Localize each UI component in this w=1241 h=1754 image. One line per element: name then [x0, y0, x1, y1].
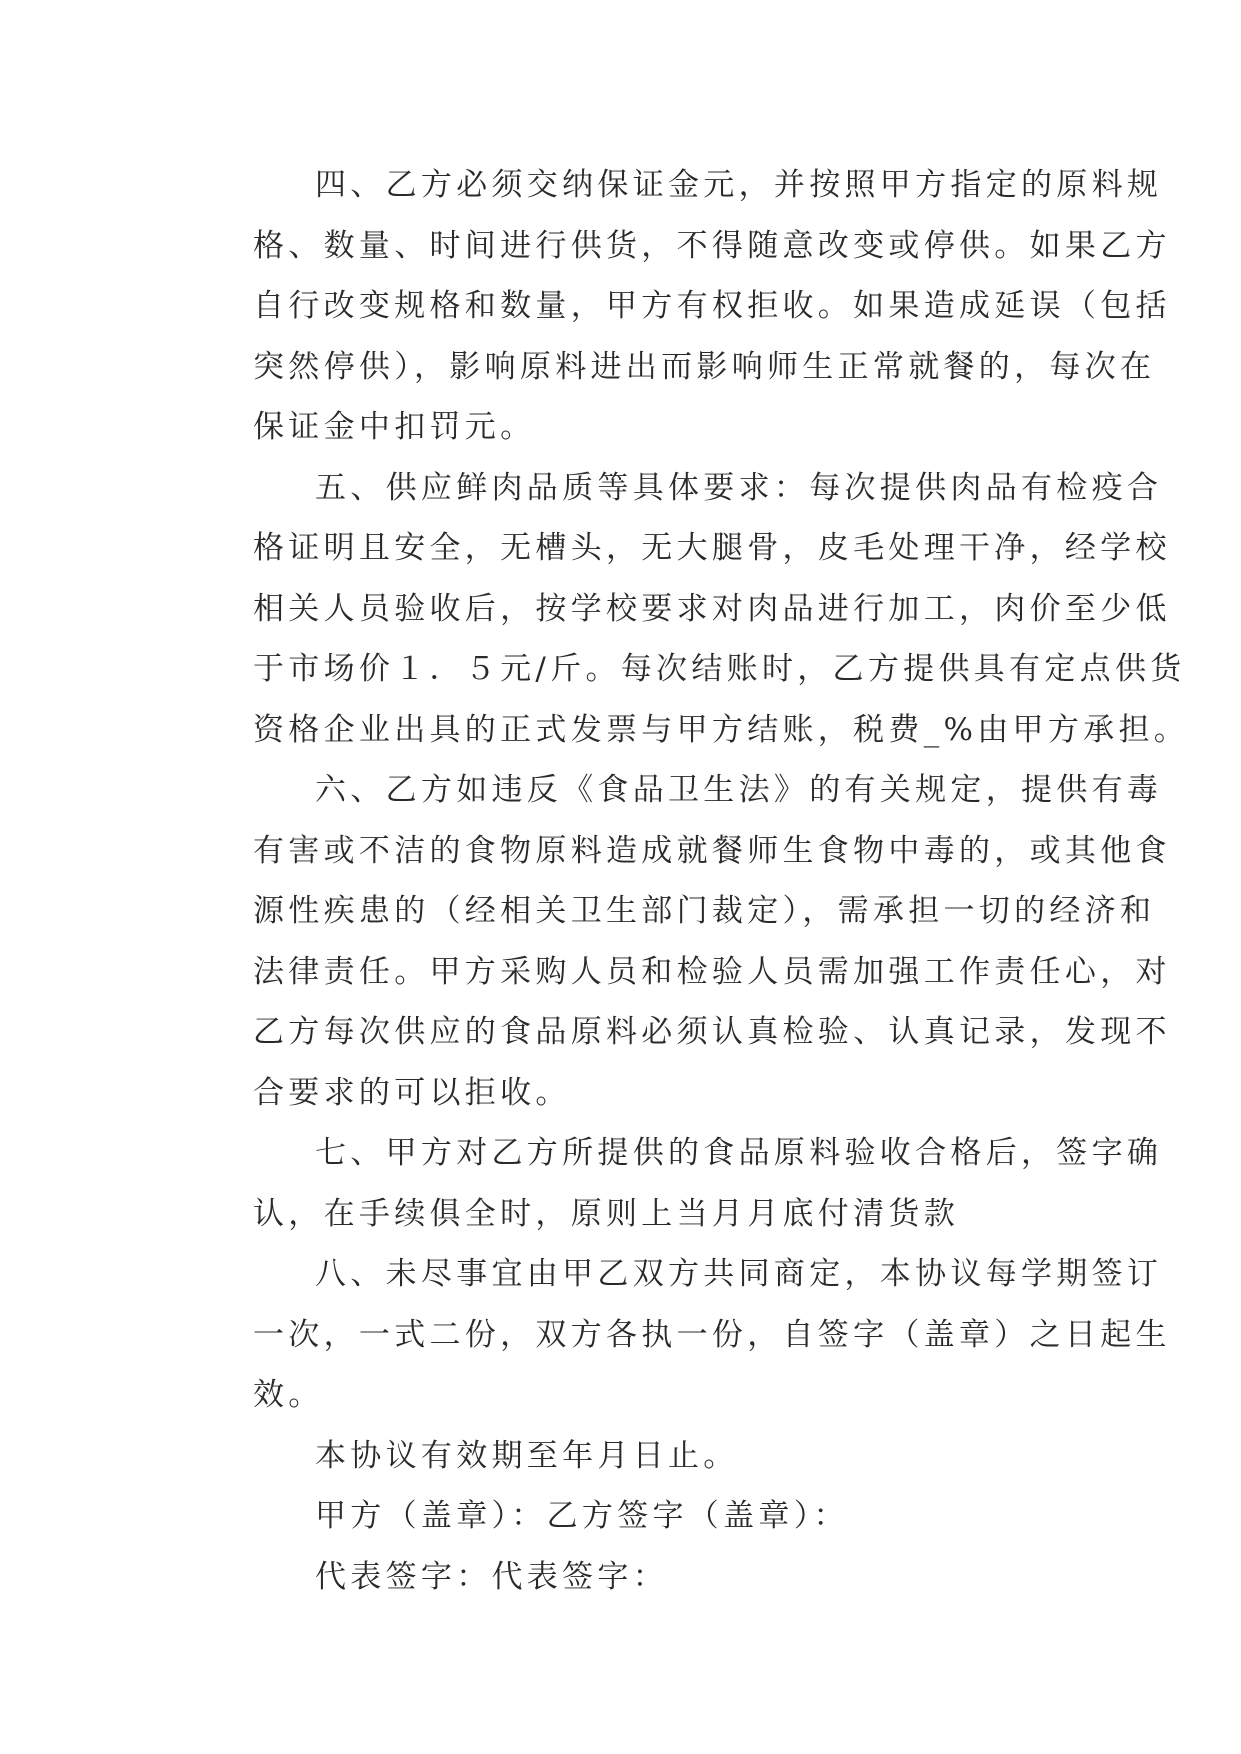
text-line: 甲方（盖章）：乙方签字（盖章）： [315, 1498, 849, 1534]
clause-7-paragraph [191, 1123, 1163, 1244]
text-line: 七、甲方对乙方所提供的食品原料验收合格后，签字确 [315, 1135, 1163, 1171]
text-line: 源性疾患的（经相关卫生部门裁定），需承担一切的经济和 [253, 893, 1156, 929]
text-line: 自行改变规格和数量，甲方有权拒收。如果造成延误（包括 [253, 288, 1171, 324]
text-line: 八、未尽事宜由甲乙双方共同商定，本协议每学期签订 [315, 1256, 1163, 1292]
text-line: 代表签字：代表签字： [315, 1558, 668, 1595]
text-line: 认，在手续俱全时，原则上当月月底付清货款 [253, 1195, 959, 1232]
text-line: 效。 [253, 1377, 324, 1413]
text-line: 保证金中扣罚元。 [253, 409, 536, 445]
text-line: 本协议有效期至年月日止。 [315, 1437, 739, 1474]
clause-4-paragraph [191, 155, 1171, 458]
signature-parties-line [191, 1486, 1051, 1547]
text-line: 五、供应鲜肉品质等具体要求：每次提供肉品有检疫合 [315, 469, 1163, 506]
text-line: 乙方每次供应的食品原料必须认真检验、认真记录，发现不 [253, 1014, 1171, 1050]
clause-5-paragraph [191, 458, 1190, 761]
clause-6-paragraph [191, 760, 1171, 1123]
text-line: 资格企业出具的正式发票与甲方结账，税费_%由甲方承担。 [253, 711, 1190, 748]
text-line: 四、乙方必须交纳保证金元，并按照甲方指定的原料规 [315, 167, 1163, 203]
text-line: 法律责任。甲方采购人员和检验人员需加强工作责任心，对 [253, 953, 1171, 990]
representative-signatures-line [191, 1547, 1051, 1608]
clause-8-paragraph [191, 1244, 1171, 1426]
text-line: 有害或不洁的食物原料造成就餐师生食物中毒的，或其他食 [253, 832, 1171, 869]
text-line: 相关人员验收后，按学校要求对肉品进行加工，肉价至少低 [253, 590, 1171, 627]
text-line: 格、数量、时间进行供货，不得随意改变或停供。如果乙方 [253, 227, 1171, 264]
text-line: 一次，一式二份，双方各执一份，自签字（盖章）之日起生 [253, 1316, 1171, 1353]
text-line: 格证明且安全，无槽头，无大腿骨，皮毛处理干净，经学校 [253, 530, 1171, 566]
document-page [191, 155, 1190, 1607]
text-line: 突然停供），影响原料进出而影响师生正常就餐的，每次在 [253, 348, 1156, 385]
text-line: 于市场价１．５元/斤。每次结账时，乙方提供具有定点供货 [253, 651, 1186, 687]
text-line: 六、乙方如违反《食品卫生法》的有关规定，提供有毒 [315, 772, 1163, 808]
validity-paragraph [191, 1426, 1051, 1487]
text-line: 合要求的可以拒收。 [253, 1074, 571, 1111]
